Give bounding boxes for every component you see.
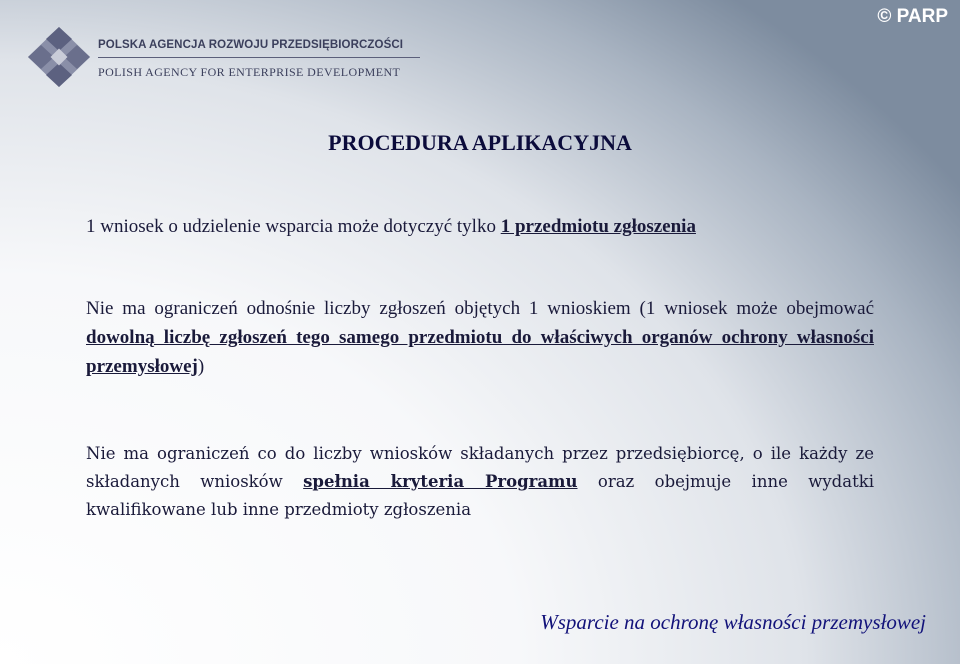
paragraph-three-emphasis: spełnia kryteria Programu: [303, 472, 578, 491]
paragraph-two: [86, 294, 874, 381]
logo-divider: [98, 57, 420, 58]
slide-title: PROCEDURA APLIKACYJNA: [328, 130, 632, 155]
paragraph-two-closing: ): [197, 356, 205, 377]
paragraph-one-emphasis: 1 przedmiotu zgłoszenia: [500, 216, 696, 237]
paragraph-one: [86, 212, 874, 241]
footer-caption: Wsparcie na ochronę własności przemysłowej: [540, 610, 926, 634]
logo-text-english: POLISH AGENCY FOR ENTERPRISE DEVELOPMENT: [98, 65, 401, 79]
paragraph-two-text: Nie ma ograniczeń odnośnie liczby zgłoszeń objętych 1 wnioskiem (1 wniosek może obejmować: [86, 298, 874, 319]
paragraph-three-text: Nie ma ograniczeń co do liczby wniosków składanych przez przedsiębiorcę, o ile każdy ze składanych wniosków: [86, 444, 874, 491]
paragraph-one-text: 1 wniosek o udzielenie wsparcia może dotyczyć tylko: [86, 216, 501, 237]
parp-logo: [26, 25, 406, 89]
paragraph-three: [86, 440, 874, 524]
parp-logo-mark-icon: [26, 25, 92, 89]
logo-text-polish: POLSKA AGENCJA ROZWOJU PRZEDSIĘBIORCZOŚCI: [98, 39, 404, 51]
copyright-label: © PARP: [877, 6, 948, 27]
paragraph-two-emphasis: dowolną liczbę zgłoszeń tego samego przedmiotu do właściwych organów ochrony własności przemysłowej: [86, 327, 874, 377]
paragraph-three-closing: oraz obejmuje inne wydatki kwalifikowane lub inne przedmioty zgłoszenia: [86, 472, 874, 519]
